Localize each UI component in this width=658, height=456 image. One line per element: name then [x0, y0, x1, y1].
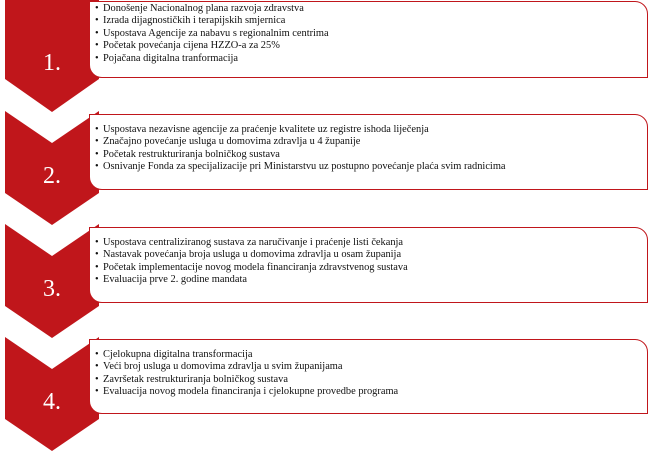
- chevron-3: [5, 224, 99, 338]
- stage-3-box: [89, 227, 648, 303]
- list-item: • Osnivanje Fonda za specijalizacije pri Ministarstvu uz postupno povećanje plaća svim radnicima: [95, 161, 647, 173]
- stage-number: 1.: [43, 50, 61, 76]
- stage-number: 4.: [43, 389, 61, 415]
- stage-1-list: [90, 3, 647, 65]
- stage-number: 3.: [43, 276, 61, 302]
- list-item: • Pojačana digitalna tranformacija: [95, 53, 647, 65]
- list-item: • Početak restrukturiranja bolničkog sustava: [95, 149, 647, 161]
- stage-4-list: [90, 349, 647, 399]
- chevron-1: [5, 0, 99, 112]
- list-item: • Donošenje Nacionalnog plana razvoja zdravstva: [95, 3, 647, 15]
- chevron-2: [5, 111, 99, 225]
- list-item: • Uspostava centraliziranog sustava za naručivanje i praćenje listi čekanja: [95, 237, 647, 249]
- stage-number: 2.: [43, 163, 61, 189]
- list-item: • Evaluacija prve 2. godine mandata: [95, 274, 647, 286]
- list-item: • Uspostava nezavisne agencije za praćenje kvalitete uz registre ishoda liječenja: [95, 124, 647, 136]
- chevron-4: [5, 337, 99, 451]
- stage-1-box: [89, 1, 648, 78]
- stage-2-list: [90, 124, 647, 174]
- list-item: • Evaluacija novog modela financiranja i cjelokupne provedbe programa: [95, 386, 647, 398]
- list-item: • Značajno povećanje usluga u domovima zdravlja u 4 županije: [95, 136, 647, 148]
- list-item: • Cjelokupna digitalna transformacija: [95, 349, 647, 361]
- stage-2-box: [89, 114, 648, 190]
- stage-4-box: [89, 339, 648, 414]
- list-item: • Veći broj usluga u domovima zdravlja u svim županijama: [95, 361, 647, 373]
- list-item: • Izrada dijagnostičkih i terapijskih smjernica: [95, 15, 647, 27]
- list-item: • Uspostava Agencije za nabavu s regionalnim centrima: [95, 28, 647, 40]
- list-item: • Početak implementacije novog modela financiranja zdravstvenog sustava: [95, 262, 647, 274]
- stage-3-list: [90, 237, 647, 287]
- list-item: • Završetak restrukturiranja bolničkog sustava: [95, 374, 647, 386]
- list-item: • Početak povećanja cijena HZZO-a za 25%: [95, 40, 647, 52]
- list-item: • Nastavak povećanja broja usluga u domovima zdravlja u osam županija: [95, 249, 647, 261]
